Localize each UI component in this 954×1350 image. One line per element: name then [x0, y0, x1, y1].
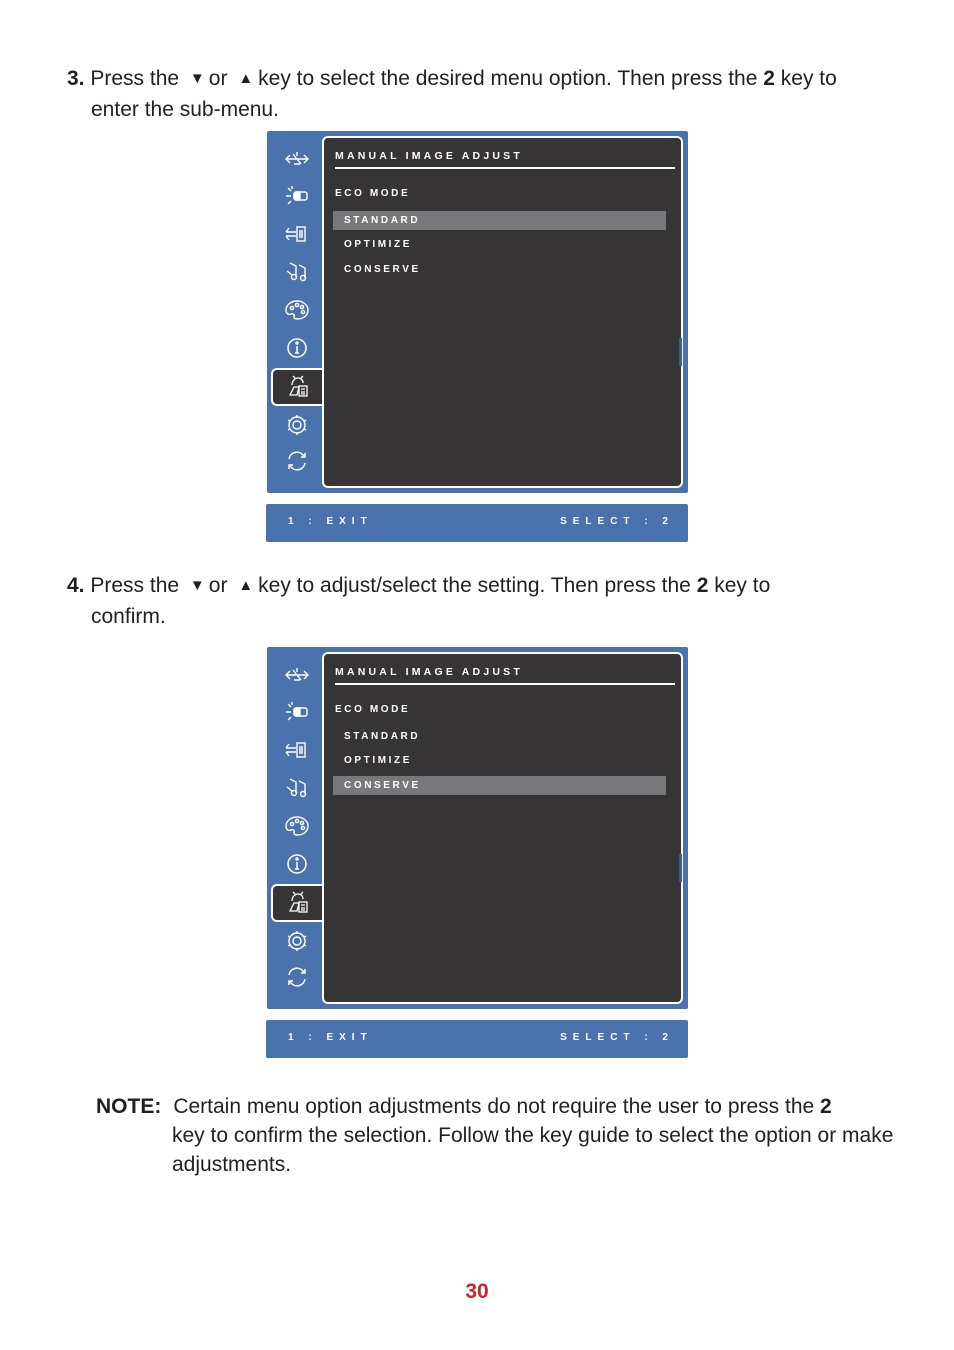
osd-key-guide	[266, 504, 688, 542]
exit-key-label: 1 : EXIT	[288, 516, 373, 527]
input-select-icon[interactable]	[281, 661, 313, 689]
setup-menu-icon[interactable]	[281, 411, 313, 439]
exit-key-label: 1 : EXIT	[288, 1032, 373, 1043]
osd-panel	[322, 136, 683, 488]
step-4-instruction	[67, 571, 897, 631]
key-label: 2	[820, 1095, 832, 1118]
music-icon[interactable]	[281, 773, 313, 801]
audio-adjust-icon[interactable]	[281, 736, 313, 764]
memory-recall-icon[interactable]	[281, 447, 313, 475]
color-palette-icon[interactable]	[281, 812, 313, 840]
osd-section-label: ECO MODE	[335, 704, 411, 715]
step-number: 3.	[67, 67, 85, 90]
step-3-instruction	[67, 64, 897, 124]
osd-option-conserve[interactable]: CONSERVE	[333, 776, 666, 795]
input-select-icon[interactable]	[281, 145, 313, 173]
note-block	[96, 1092, 896, 1179]
osd-sidebar	[267, 647, 322, 1009]
eco-mode-icon[interactable]	[281, 182, 313, 210]
step-number: 4.	[67, 574, 85, 597]
color-palette-icon[interactable]	[281, 296, 313, 324]
osd-key-guide	[266, 1020, 688, 1058]
note-text-continued: key to confirm the selection. Follow the key guide to select the option or make adjustments.	[172, 1124, 894, 1176]
step-text: Press the	[90, 67, 180, 90]
select-key-label: SELECT : 2	[560, 1032, 674, 1043]
osd-option-conserve[interactable]: CONSERVE	[344, 264, 421, 275]
or-text: or	[208, 67, 228, 90]
information-icon[interactable]	[281, 334, 313, 362]
note-text: Certain menu option adjustments do not require the user to press the	[173, 1095, 815, 1118]
down-arrow-icon: ▼	[189, 70, 205, 87]
step-text: key to	[780, 67, 837, 90]
audio-adjust-icon[interactable]	[281, 220, 313, 248]
eco-mode-icon[interactable]	[281, 698, 313, 726]
osd-option-optimize[interactable]: OPTIMIZE	[344, 755, 413, 766]
music-icon[interactable]	[281, 257, 313, 285]
osd-panel	[322, 652, 683, 1004]
osd-option-standard[interactable]: STANDARD	[333, 211, 666, 230]
memory-recall-icon[interactable]	[281, 963, 313, 991]
step-text: key to select the desired menu option. Then press the	[258, 67, 758, 90]
osd-sidebar	[267, 131, 322, 493]
osd-option-optimize[interactable]: OPTIMIZE	[344, 239, 413, 250]
information-icon[interactable]	[281, 850, 313, 878]
step-text: key to	[714, 574, 771, 597]
step-text-line2: confirm.	[91, 605, 166, 628]
osd-title: MANUAL IMAGE ADJUST	[335, 666, 675, 685]
step-text: Press the	[90, 574, 180, 597]
osd-scroll-indicator	[679, 854, 682, 882]
down-arrow-icon: ▼	[189, 577, 205, 594]
up-arrow-icon: ▲	[238, 577, 254, 594]
osd-title: MANUAL IMAGE ADJUST	[335, 150, 675, 169]
key-label: 2	[696, 574, 709, 597]
step-text-line2: enter the sub-menu.	[91, 98, 279, 121]
osd-section-label: ECO MODE	[335, 188, 411, 199]
or-text: or	[208, 574, 228, 597]
up-arrow-icon: ▲	[238, 70, 254, 87]
setup-menu-icon[interactable]	[281, 927, 313, 955]
note-label: NOTE:	[96, 1095, 162, 1118]
key-label: 2	[763, 67, 775, 90]
page-number: 30	[465, 1280, 489, 1303]
osd-scroll-indicator	[679, 338, 682, 366]
step-text: key to adjust/select the setting. Then press the	[258, 574, 691, 597]
select-key-label: SELECT : 2	[560, 516, 674, 527]
osd-option-standard[interactable]: STANDARD	[344, 731, 421, 742]
